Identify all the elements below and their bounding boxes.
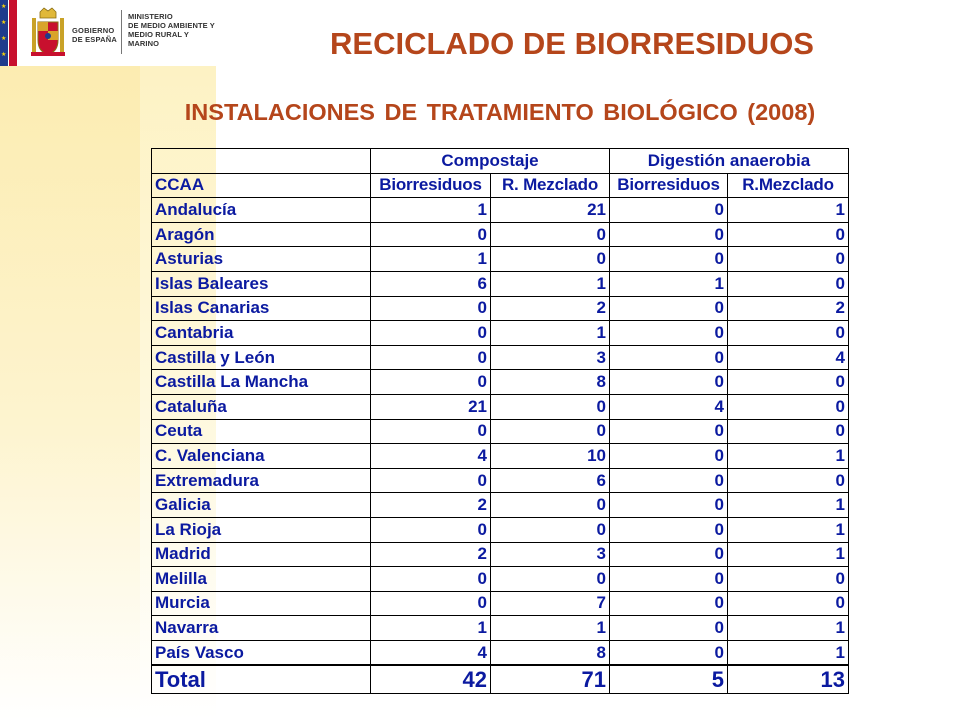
region-name: Castilla La Mancha (152, 370, 371, 395)
table-corner-cell (152, 149, 371, 174)
group-header-compostaje: Compostaje (371, 149, 610, 174)
table-row (152, 419, 849, 444)
government-label: GOBIERNO DE ESPAÑA (72, 26, 118, 44)
table-cell: 0 (728, 321, 849, 346)
table-row (152, 247, 849, 272)
table-cell: 0 (371, 591, 491, 616)
treatment-facilities-table (151, 148, 849, 694)
table-cell: 0 (491, 247, 610, 272)
table-cell: 1 (728, 640, 849, 665)
table-cell: 21 (491, 198, 610, 223)
table-cell: 0 (610, 198, 728, 223)
table-cell: 0 (491, 567, 610, 592)
table-cell: 0 (371, 468, 491, 493)
table-cell: 0 (610, 222, 728, 247)
table-row (152, 345, 849, 370)
table-cell: 0 (371, 419, 491, 444)
table-cell: 0 (610, 247, 728, 272)
table-row (152, 198, 849, 223)
table-column-header-row (152, 173, 849, 198)
table-cell: 0 (728, 591, 849, 616)
table-cell: 1 (491, 616, 610, 641)
table-cell: 0 (371, 222, 491, 247)
table-cell: 0 (610, 444, 728, 469)
table-row (152, 640, 849, 665)
table-row (152, 616, 849, 641)
table-cell: 0 (728, 394, 849, 419)
region-name: Asturias (152, 247, 371, 272)
table-cell: 3 (491, 542, 610, 567)
table-cell: 3 (491, 345, 610, 370)
table-total-row (152, 665, 849, 694)
table-cell: 1 (728, 493, 849, 518)
table-cell: 4 (371, 640, 491, 665)
table-cell: 0 (491, 394, 610, 419)
table-cell: 6 (491, 468, 610, 493)
region-name: Ceuta (152, 419, 371, 444)
table-cell: 4 (728, 345, 849, 370)
table-cell: 4 (371, 444, 491, 469)
table-cell: 0 (371, 345, 491, 370)
table-cell: 10 (491, 444, 610, 469)
table-row (152, 222, 849, 247)
table-cell: 4 (610, 394, 728, 419)
table-cell: 0 (728, 271, 849, 296)
region-name: Aragón (152, 222, 371, 247)
column-header-ccaa: CCAA (152, 173, 371, 198)
table-cell: 1 (728, 616, 849, 641)
table-row (152, 271, 849, 296)
table-cell: 1 (728, 517, 849, 542)
ministry-label: MINISTERIO DE MEDIO AMBIENTE Y MEDIO RURAL Y MARINO (128, 12, 215, 48)
table-cell: 0 (610, 640, 728, 665)
table-cell: 6 (371, 271, 491, 296)
column-header-compost-mezclado: R. Mezclado (491, 173, 610, 198)
table-cell: 1 (728, 198, 849, 223)
table-cell: 0 (491, 517, 610, 542)
region-name: Islas Baleares (152, 271, 371, 296)
table-cell: 0 (728, 370, 849, 395)
table-body (152, 198, 849, 666)
table-cell: 0 (610, 321, 728, 346)
table-cell: 21 (371, 394, 491, 419)
table-row (152, 542, 849, 567)
coat-of-arms-icon (30, 6, 66, 60)
table-row (152, 321, 849, 346)
table-row (152, 444, 849, 469)
table-cell: 1 (371, 198, 491, 223)
table-cell: 0 (610, 296, 728, 321)
table-cell: 0 (610, 542, 728, 567)
total-cell: 13 (728, 665, 849, 694)
region-name: Cataluña (152, 394, 371, 419)
table-cell: 1 (728, 444, 849, 469)
government-logo (0, 0, 216, 66)
spain-flag-strip (9, 0, 17, 66)
table-cell: 0 (728, 567, 849, 592)
table-cell: 2 (491, 296, 610, 321)
table-cell: 0 (491, 419, 610, 444)
total-cell: 5 (610, 665, 728, 694)
table-cell: 0 (610, 616, 728, 641)
region-name: La Rioja (152, 517, 371, 542)
table-cell: 0 (728, 419, 849, 444)
table-cell: 0 (610, 345, 728, 370)
table-cell: 0 (371, 296, 491, 321)
table-cell: 0 (610, 493, 728, 518)
total-cell: 42 (371, 665, 491, 694)
table-cell: 0 (491, 493, 610, 518)
region-name: Andalucía (152, 198, 371, 223)
region-name: C. Valenciana (152, 444, 371, 469)
eu-flag-strip: ★ ★ ★ ★ (0, 0, 8, 66)
table-cell: 1 (491, 271, 610, 296)
table-row (152, 468, 849, 493)
column-header-compost-biorresiduos: Biorresiduos (371, 173, 491, 198)
region-name: Cantabria (152, 321, 371, 346)
region-name: Madrid (152, 542, 371, 567)
table-cell: 1 (491, 321, 610, 346)
table-cell: 0 (610, 419, 728, 444)
table-row (152, 493, 849, 518)
table-row (152, 567, 849, 592)
region-name: Murcia (152, 591, 371, 616)
table-cell: 0 (371, 321, 491, 346)
region-name: Melilla (152, 567, 371, 592)
table-cell: 8 (491, 640, 610, 665)
table-cell: 2 (728, 296, 849, 321)
region-name: Castilla y León (152, 345, 371, 370)
table-row (152, 296, 849, 321)
table-cell: 0 (728, 247, 849, 272)
table-cell: 1 (610, 271, 728, 296)
region-name: País Vasco (152, 640, 371, 665)
region-name: Extremadura (152, 468, 371, 493)
table-cell: 8 (491, 370, 610, 395)
table-cell: 2 (371, 493, 491, 518)
table-cell: 0 (610, 591, 728, 616)
table-cell: 1 (728, 542, 849, 567)
region-name: Galicia (152, 493, 371, 518)
region-name: Navarra (152, 616, 371, 641)
table-cell: 0 (728, 468, 849, 493)
logo-divider (121, 10, 122, 54)
table-cell: 7 (491, 591, 610, 616)
table-cell: 0 (371, 370, 491, 395)
table-cell: 0 (491, 222, 610, 247)
table-cell: 2 (371, 542, 491, 567)
table-cell: 0 (371, 567, 491, 592)
table-cell: 1 (371, 247, 491, 272)
column-header-digest-mezclado: R.Mezclado (728, 173, 849, 198)
table-cell: 0 (610, 567, 728, 592)
table-group-header-row (152, 149, 849, 174)
table-cell: 1 (371, 616, 491, 641)
table-cell: 0 (610, 468, 728, 493)
table-row (152, 591, 849, 616)
slide-title: RECICLADO DE BIORRESIDUOS (330, 26, 814, 61)
column-header-digest-biorresiduos: Biorresiduos (610, 173, 728, 198)
group-header-digestion: Digestión anaerobia (610, 149, 849, 174)
table-row (152, 517, 849, 542)
slide-subtitle: INSTALACIONES DE TRATAMIENTO BIOLÓGICO (2008) (184, 99, 816, 125)
total-label: Total (152, 665, 371, 694)
table-cell: 0 (371, 517, 491, 542)
table-row (152, 370, 849, 395)
total-cell: 71 (491, 665, 610, 694)
table-cell: 0 (610, 517, 728, 542)
table-cell: 0 (728, 222, 849, 247)
region-name: Islas Canarias (152, 296, 371, 321)
table-row (152, 394, 849, 419)
table-cell: 0 (610, 370, 728, 395)
